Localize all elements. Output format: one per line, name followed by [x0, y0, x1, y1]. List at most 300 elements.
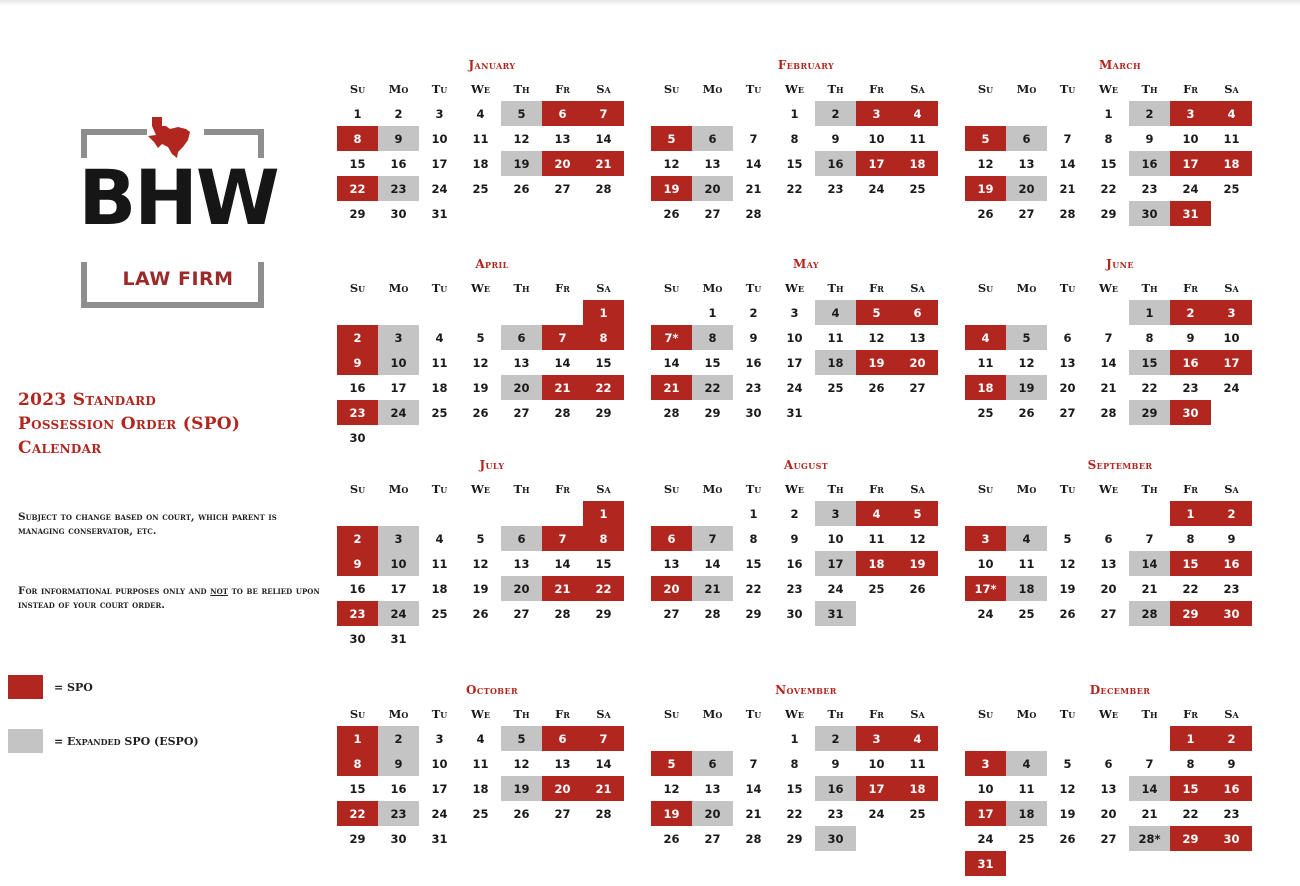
day-cell: 23 [1223, 581, 1240, 596]
day-cell: 29 [1170, 826, 1211, 851]
day-cell: 16 [1211, 551, 1252, 576]
day-cell: 12 [1059, 556, 1076, 571]
day-cell: 19 [472, 380, 489, 395]
day-cell: 25 [909, 806, 926, 821]
day-cell: 30 [1129, 201, 1170, 226]
day-cell: 27 [554, 181, 571, 196]
weekday-header: Mo [702, 280, 723, 295]
day-cell: 22 [583, 375, 624, 400]
weekday-header: Sa [1224, 280, 1239, 295]
month-title: May [792, 257, 819, 271]
day-cell: 4 [476, 106, 485, 121]
empty-cell [692, 101, 733, 126]
day-cell: 5 [897, 501, 938, 526]
weekday-header: We [470, 81, 490, 96]
day-cell: 4 [856, 501, 897, 526]
day-cell: 11 [431, 556, 448, 571]
day-cell: 22 [583, 576, 624, 601]
day-cell: 6 [1104, 756, 1113, 771]
weekday-header: Th [513, 481, 530, 496]
day-cell: 1 [583, 501, 624, 526]
empty-cell [651, 101, 692, 126]
disclaimer-emphasis: not [210, 585, 228, 597]
weekday-header: We [470, 280, 490, 295]
empty-cell [542, 501, 583, 526]
empty-cell [542, 300, 583, 325]
empty-cell [1006, 101, 1047, 126]
day-cell: 17 [390, 380, 407, 395]
day-cell: 14 [554, 556, 571, 571]
day-cell: 30 [1211, 601, 1252, 626]
day-cell: 1 [1170, 726, 1211, 751]
day-cell: 2 [1129, 101, 1170, 126]
month-grid [965, 76, 1270, 226]
day-cell: 10 [868, 131, 885, 146]
day-cell: 29 [1129, 400, 1170, 425]
day-cell: 16 [815, 151, 856, 176]
weekday-header: We [1098, 481, 1118, 496]
day-cell: 6 [651, 526, 692, 551]
weekday-header: Su [977, 81, 994, 96]
day-cell: 29 [704, 405, 721, 420]
weekday-header: Su [349, 706, 366, 721]
day-cell: 26 [513, 181, 530, 196]
weekday-header: Th [827, 81, 844, 96]
day-cell: 12 [868, 330, 885, 345]
month-title: April [475, 257, 509, 271]
month-title: September [1087, 458, 1153, 472]
day-cell: 7 [1104, 330, 1113, 345]
weekday-header: Mo [1016, 280, 1037, 295]
day-cell: 25 [472, 806, 489, 821]
month-grid [651, 701, 956, 851]
day-cell: 4 [435, 330, 444, 345]
empty-cell [1047, 726, 1088, 751]
day-cell: 22 [692, 375, 733, 400]
day-cell: 17 [431, 781, 448, 796]
day-cell: 19 [472, 581, 489, 596]
day-cell: 27 [1100, 831, 1117, 846]
day-cell: 10 [868, 756, 885, 771]
day-cell: 28 [595, 806, 612, 821]
day-cell: 23 [337, 400, 378, 425]
month-august [656, 458, 956, 626]
month-july [342, 458, 642, 651]
month-title: January [468, 58, 516, 72]
disclaimer-text-start: For informational purposes only and [18, 585, 211, 597]
day-cell: 2 [815, 726, 856, 751]
month-title: February [777, 58, 835, 72]
day-cell: 13 [513, 355, 530, 370]
day-cell: 1 [1104, 106, 1113, 121]
day-cell: 21 [745, 806, 762, 821]
day-cell: 3 [790, 305, 799, 320]
day-cell: 9 [790, 531, 799, 546]
day-cell: 28 [1059, 206, 1076, 221]
day-cell: 28 [745, 831, 762, 846]
day-cell: 29 [349, 206, 366, 221]
month-october [342, 683, 642, 851]
day-cell: 12 [663, 156, 680, 171]
day-cell: 9 [831, 756, 840, 771]
day-cell: 1 [790, 106, 799, 121]
day-cell: 20 [1100, 806, 1117, 821]
weekday-header: Th [1141, 280, 1158, 295]
empty-cell [378, 501, 419, 526]
day-cell: 29 [745, 606, 762, 621]
weekday-header: Su [977, 280, 994, 295]
day-cell: 7 [749, 131, 758, 146]
day-cell: 23 [1182, 380, 1199, 395]
weekday-header: Tu [431, 706, 448, 721]
empty-cell [1006, 300, 1047, 325]
day-cell: 29 [1170, 601, 1211, 626]
disclaimer-informational [18, 584, 323, 612]
day-cell: 7 [583, 726, 624, 751]
day-cell: 20 [651, 576, 692, 601]
day-cell: 6 [542, 101, 583, 126]
day-cell: 29 [349, 831, 366, 846]
day-cell: 3 [815, 501, 856, 526]
weekday-header: Tu [1059, 481, 1076, 496]
day-cell: 4 [965, 325, 1006, 350]
day-cell: 11 [1018, 781, 1035, 796]
month-grid [651, 476, 956, 626]
day-cell: 28 [554, 405, 571, 420]
day-cell: 21 [1059, 181, 1076, 196]
day-cell: 20 [1100, 581, 1117, 596]
empty-cell [965, 726, 1006, 751]
month-december [970, 683, 1270, 876]
day-cell: 1 [708, 305, 717, 320]
firm-logo [62, 112, 294, 312]
weekday-header: Mo [702, 481, 723, 496]
weekday-header: Th [513, 706, 530, 721]
empty-cell [337, 300, 378, 325]
day-cell: 21 [542, 576, 583, 601]
day-cell: 28 [554, 606, 571, 621]
month-title: March [1098, 58, 1142, 72]
day-cell: 13 [663, 556, 680, 571]
day-cell: 26 [472, 405, 489, 420]
weekday-header: Fr [555, 706, 570, 721]
day-cell: 20 [501, 576, 542, 601]
weekday-header: We [470, 706, 490, 721]
day-cell: 3 [965, 751, 1006, 776]
day-cell: 14 [1100, 355, 1117, 370]
day-cell: 18 [431, 380, 448, 395]
day-cell: 27 [554, 806, 571, 821]
weekday-header: Mo [702, 81, 723, 96]
day-cell: 11 [431, 355, 448, 370]
weekday-header: Tu [745, 81, 762, 96]
day-cell: 2 [1211, 726, 1252, 751]
day-cell: 27 [704, 831, 721, 846]
day-cell: 25 [1018, 606, 1035, 621]
day-cell: 29 [595, 606, 612, 621]
month-title: October [465, 683, 519, 697]
day-cell: 25 [977, 405, 994, 420]
day-cell: 6 [897, 300, 938, 325]
day-cell: 3 [435, 731, 444, 746]
day-cell: 4 [897, 101, 938, 126]
day-cell: 18 [856, 551, 897, 576]
day-cell: 12 [977, 156, 994, 171]
top-shadow [0, 0, 1300, 6]
weekday-header: We [784, 81, 804, 96]
weekday-header: Sa [1224, 706, 1239, 721]
empty-cell [1006, 501, 1047, 526]
month-grid [965, 275, 1270, 425]
empty-cell [692, 726, 733, 751]
day-cell: 7 [1145, 756, 1154, 771]
day-cell: 22 [786, 806, 803, 821]
day-cell: 9 [337, 350, 378, 375]
day-cell: 8 [1186, 531, 1195, 546]
day-cell: 14 [1129, 776, 1170, 801]
day-cell: 13 [1018, 156, 1035, 171]
day-cell: 24 [977, 606, 994, 621]
day-cell: 23 [1223, 806, 1240, 821]
day-cell: 25 [1223, 181, 1240, 196]
month-grid [337, 76, 642, 226]
day-cell: 27 [513, 606, 530, 621]
day-cell: 16 [1129, 151, 1170, 176]
weekday-header: Fr [869, 280, 884, 295]
day-cell: 7 [542, 526, 583, 551]
weekday-header: Mo [388, 280, 409, 295]
month-september [970, 458, 1270, 626]
day-cell: 8 [583, 325, 624, 350]
day-cell: 14 [595, 131, 612, 146]
day-cell: 9 [831, 131, 840, 146]
day-cell: 1 [583, 300, 624, 325]
month-may [656, 257, 956, 425]
weekday-header: Su [663, 706, 680, 721]
month-title: June [1106, 257, 1134, 271]
day-cell: 16 [1170, 350, 1211, 375]
weekday-header: Mo [388, 81, 409, 96]
empty-cell [501, 300, 542, 325]
weekday-header: Mo [388, 481, 409, 496]
day-cell: 2 [815, 101, 856, 126]
day-cell: 8 [692, 325, 733, 350]
day-cell: 26 [909, 581, 926, 596]
day-cell: 10 [827, 531, 844, 546]
weekday-header: Sa [1224, 481, 1239, 496]
day-cell: 15 [595, 556, 612, 571]
empty-cell [337, 501, 378, 526]
espo-swatch [8, 729, 43, 753]
day-cell: 1 [337, 726, 378, 751]
day-cell: 5 [501, 101, 542, 126]
weekday-header: Th [827, 280, 844, 295]
day-cell: 24 [1182, 181, 1199, 196]
day-cell: 21 [1141, 806, 1158, 821]
day-cell: 15 [786, 156, 803, 171]
day-cell: 8 [1145, 330, 1154, 345]
weekday-header: Tu [745, 706, 762, 721]
empty-cell [733, 101, 774, 126]
day-cell: 6 [692, 751, 733, 776]
weekday-header: Sa [910, 81, 925, 96]
day-cell: 7 [749, 756, 758, 771]
day-cell: 31 [390, 631, 407, 646]
month-june [970, 257, 1270, 425]
day-cell: 29 [595, 405, 612, 420]
day-cell: 16 [390, 156, 407, 171]
day-cell: 26 [472, 606, 489, 621]
day-cell: 21 [1141, 581, 1158, 596]
day-cell: 22 [337, 176, 378, 201]
day-cell: 17 [1170, 151, 1211, 176]
day-cell: 14 [554, 355, 571, 370]
day-cell: 4 [1006, 526, 1047, 551]
day-cell: 30 [786, 606, 803, 621]
empty-cell [1047, 501, 1088, 526]
day-cell: 8 [583, 526, 624, 551]
day-cell: 23 [337, 601, 378, 626]
day-cell: 19 [1059, 581, 1076, 596]
day-cell: 5 [1063, 756, 1072, 771]
weekday-header: Fr [1183, 280, 1198, 295]
day-cell: 13 [704, 781, 721, 796]
weekday-header: Mo [388, 706, 409, 721]
day-cell: 14 [595, 756, 612, 771]
day-cell: 16 [349, 380, 366, 395]
day-cell: 24 [378, 601, 419, 626]
day-cell: 11 [909, 756, 926, 771]
day-cell: 12 [472, 355, 489, 370]
month-march [970, 58, 1270, 226]
day-cell: 25 [909, 181, 926, 196]
day-cell: 3 [965, 526, 1006, 551]
day-cell: 19 [965, 176, 1006, 201]
weekday-header: Tu [745, 280, 762, 295]
weekday-header: We [1098, 280, 1118, 295]
weekday-header: Sa [910, 706, 925, 721]
weekday-header: Tu [431, 280, 448, 295]
day-cell: 20 [542, 776, 583, 801]
month-grid [337, 476, 642, 651]
day-cell: 2 [790, 506, 799, 521]
weekday-header: Fr [869, 81, 884, 96]
disclaimer-text-end: to be relied upon instead of your court order. [18, 585, 320, 611]
empty-cell [965, 300, 1006, 325]
weekday-header: Su [663, 481, 680, 496]
day-cell: 18 [431, 581, 448, 596]
day-cell: 26 [513, 806, 530, 821]
day-cell: 3 [856, 726, 897, 751]
weekday-header: Th [827, 481, 844, 496]
empty-cell [378, 300, 419, 325]
day-cell: 26 [1018, 405, 1035, 420]
month-title: August [783, 458, 829, 472]
empty-cell [1047, 300, 1088, 325]
day-cell: 15 [1170, 776, 1211, 801]
day-cell: 8 [1104, 131, 1113, 146]
day-cell: 14 [1129, 551, 1170, 576]
weekday-header: Fr [555, 481, 570, 496]
day-cell: 9 [378, 751, 419, 776]
day-cell: 3 [1170, 101, 1211, 126]
day-cell: 15 [1170, 551, 1211, 576]
firm-name: BHW [78, 153, 278, 242]
day-cell: 31 [431, 831, 448, 846]
month-november [656, 683, 956, 851]
day-cell: 11 [1223, 131, 1240, 146]
day-cell: 25 [1018, 831, 1035, 846]
weekday-header: Sa [596, 280, 611, 295]
weekday-header: Tu [745, 481, 762, 496]
day-cell: 28 [745, 206, 762, 221]
day-cell: 26 [868, 380, 885, 395]
day-cell: 5 [1063, 531, 1072, 546]
day-cell: 9 [378, 126, 419, 151]
empty-cell [1088, 726, 1129, 751]
empty-cell [692, 501, 733, 526]
weekday-header: Fr [869, 706, 884, 721]
day-cell: 21 [583, 776, 624, 801]
day-cell: 10 [977, 556, 994, 571]
weekday-header: We [1098, 706, 1118, 721]
day-cell: 10 [1223, 330, 1240, 345]
weekday-header: Tu [1059, 706, 1076, 721]
month-grid [337, 275, 642, 450]
day-cell: 21 [692, 576, 733, 601]
day-cell: 11 [909, 131, 926, 146]
day-cell: 17 [786, 355, 803, 370]
day-cell: 8 [790, 756, 799, 771]
day-cell: 29 [1100, 206, 1117, 221]
day-cell: 6 [501, 526, 542, 551]
day-cell: 6 [501, 325, 542, 350]
day-cell: 17 [856, 776, 897, 801]
weekday-header: Sa [1224, 81, 1239, 96]
day-cell: 12 [1018, 355, 1035, 370]
day-cell: 17 [431, 156, 448, 171]
day-cell: 22 [1182, 581, 1199, 596]
day-cell: 5 [651, 126, 692, 151]
day-cell: 27 [663, 606, 680, 621]
empty-cell [651, 501, 692, 526]
day-cell: 2 [1170, 300, 1211, 325]
day-cell: 8 [337, 126, 378, 151]
weekday-header: Fr [1183, 706, 1198, 721]
weekday-header: Tu [1059, 81, 1076, 96]
day-cell: 16 [349, 581, 366, 596]
weekday-header: Sa [910, 280, 925, 295]
day-cell: 27 [513, 405, 530, 420]
day-cell: 12 [663, 781, 680, 796]
texas-icon [148, 117, 190, 158]
weekday-header: Mo [702, 706, 723, 721]
day-cell: 8 [337, 751, 378, 776]
month-grid [965, 701, 1270, 876]
day-cell: 15 [349, 781, 366, 796]
day-cell: 5 [651, 751, 692, 776]
empty-cell [1088, 501, 1129, 526]
day-cell: 24 [868, 181, 885, 196]
disclaimer-court: Subject to change based on court, which parent is managing conservator, etc. [18, 511, 277, 537]
weekday-header: Mo [1016, 706, 1037, 721]
weekday-header: We [784, 706, 804, 721]
weekday-header: Fr [869, 481, 884, 496]
weekday-header: Th [827, 706, 844, 721]
day-cell: 20 [1006, 176, 1047, 201]
day-cell: 30 [390, 206, 407, 221]
day-cell: 28 [663, 405, 680, 420]
